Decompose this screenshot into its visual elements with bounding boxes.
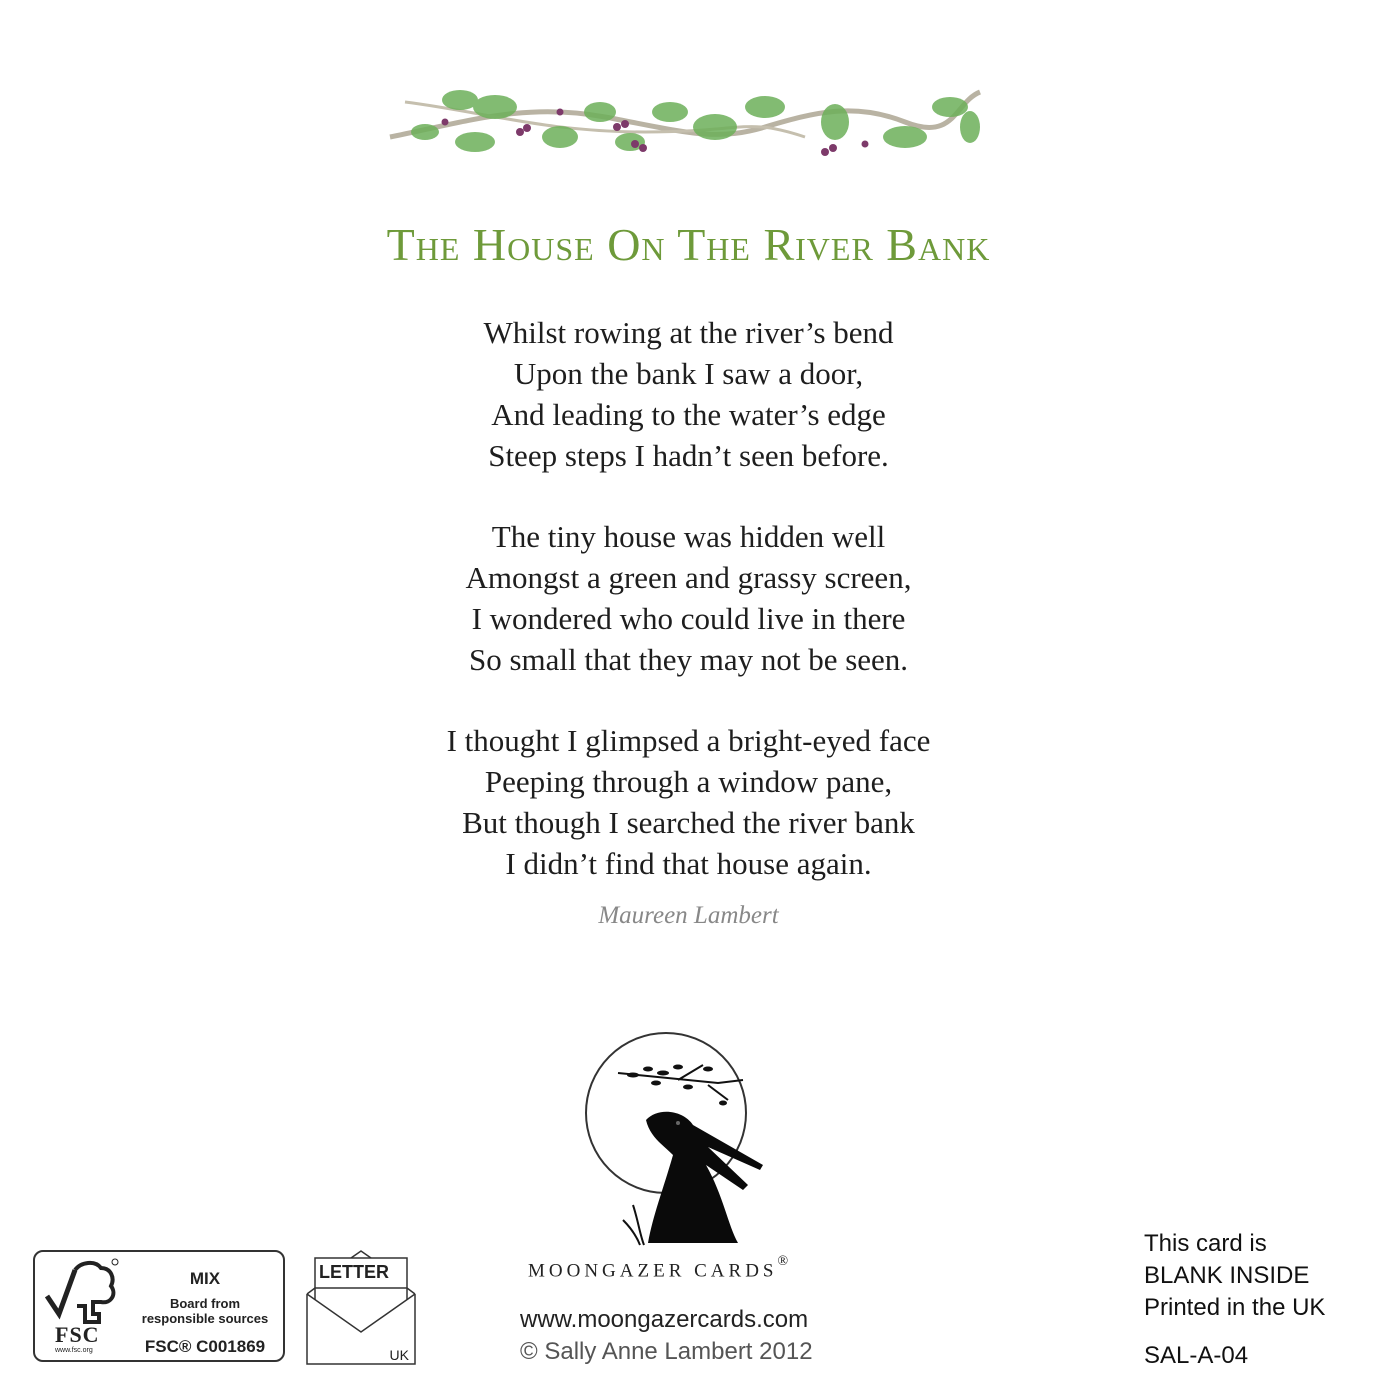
poem-line: I wondered who could live in there xyxy=(471,601,906,636)
poem-title: The House On The River Bank xyxy=(386,219,991,270)
stanza-3 xyxy=(0,720,1377,884)
poem-line: So small that they may not be seen. xyxy=(468,642,909,677)
poem-line: And leading to the water’s edge xyxy=(491,397,886,432)
stanza-1 xyxy=(0,312,1377,476)
publisher-name: MOONGAZER CARDS® xyxy=(528,1254,789,1282)
moon-hare-icon xyxy=(578,1025,778,1255)
poem-line: I didn’t find that house again. xyxy=(505,846,872,881)
poem-line: I thought I glimpsed a bright-eyed face xyxy=(446,723,931,758)
postage-region: UK xyxy=(389,1347,409,1363)
fsc-mix-label: MIX xyxy=(189,1269,221,1288)
fsc-certification-badge xyxy=(33,1250,285,1362)
fsc-code: FSC® C001869 xyxy=(144,1337,266,1356)
fsc-url: www.fsc.org xyxy=(55,1347,93,1354)
fsc-brand: FSC xyxy=(55,1322,100,1347)
product-sku: SAL-A-04 xyxy=(1144,1342,1249,1369)
copyright-text: © Sally Anne Lambert 2012 xyxy=(520,1338,813,1365)
poem-body xyxy=(0,312,1377,924)
registered-mark: ® xyxy=(777,1254,789,1269)
stanza-2 xyxy=(0,516,1377,680)
poem-author: Maureen Lambert xyxy=(598,902,779,929)
fsc-tree-icon xyxy=(41,1256,121,1326)
info-line-1: This card is xyxy=(1144,1230,1267,1257)
poem-line: Whilst rowing at the river’s bend xyxy=(483,315,894,350)
card-info xyxy=(1144,1228,1325,1372)
info-line-3: Printed in the UK xyxy=(1144,1294,1326,1321)
fsc-description: Board from responsible sources xyxy=(141,1296,269,1326)
poem-line: Steep steps I hadn’t seen before. xyxy=(488,438,889,473)
poem-line: The tiny house was hidden well xyxy=(491,519,886,554)
poem-line: Peeping through a window pane, xyxy=(484,764,893,799)
poem-line: Amongst a green and grassy screen, xyxy=(465,560,912,595)
publisher-website[interactable]: www.moongazercards.com xyxy=(520,1306,809,1333)
vine-illustration-icon xyxy=(385,82,985,162)
info-line-2: BLANK INSIDE xyxy=(1144,1262,1310,1289)
postage-size-badge xyxy=(305,1248,417,1366)
poem-line: Upon the bank I saw a door, xyxy=(513,356,864,391)
poem-line: But though I searched the river bank xyxy=(462,805,915,840)
postage-label: LETTER xyxy=(319,1262,389,1282)
